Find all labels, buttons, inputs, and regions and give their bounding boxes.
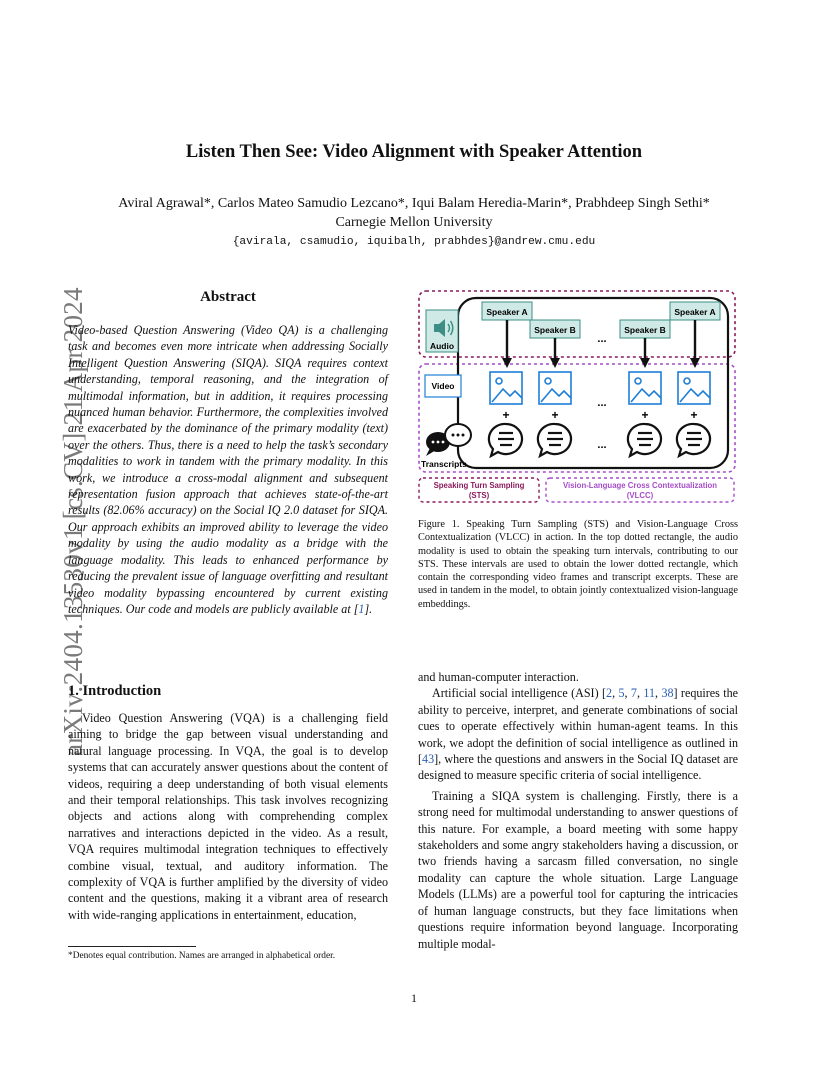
arxiv-id: arXiv:2404.13530v1 [cs.CV] 21 Apr 2024	[58, 287, 88, 756]
section-heading-introduction: 1. Introduction	[68, 683, 162, 699]
citation-separator: ,	[636, 686, 644, 701]
intro-p3: Training a SIQA system is challenging. Firstly, there is a strong need for multimodal understanding to answer questions of this nature. For example, a board meeting with some happy stakeholders and some angry stakeholders having a discussion, or two friends having a sarcasm filled conversation, no single modality can capture the whole situation. Large Language Models (LLMs) are a powerful tool for capturing the intricacies of human language constructs, but they face limitations when questions require information beyond language. Incorporating multiple modal-	[418, 788, 738, 951]
speaker-b-box	[530, 320, 580, 338]
footnote: *Denotes equal contribution. Names are arranged in alphabetical order.	[68, 951, 336, 961]
citation-link[interactable]: 38	[661, 686, 674, 701]
transcripts-label: Transcripts	[421, 459, 467, 469]
intro-continued: and human-computer interaction.	[418, 670, 579, 684]
citation-link[interactable]: 2	[606, 686, 613, 701]
footnote-rule	[68, 946, 196, 947]
authors: Aviral Agrawal*, Carlos Mateo Samudio Lezcano*, Iqui Balam Heredia-Marin*, Prabhdeep Singh Sethi*	[118, 196, 710, 211]
speaker-a-box-2	[670, 302, 720, 320]
citation-link[interactable]: 43	[422, 752, 435, 767]
speech-bubble-icon	[677, 424, 710, 456]
abstract-body	[68, 322, 388, 617]
abstract-text: Video-based Question Answering (Video QA) is a challenging task and becomes even more intricate when addressing Socially Intelligent Question Answering (SIQA). SIQA requires context understanding, temporal reasoning, and the integration of multimodal information, but in addition, it requires processing nuanced human behavior. Furthermore, the complexities involved are exacerbated by the dominance of the primary modality (text) over the others. Thus, there is a need to help the task’s secondary modalities to work in tandem with the primary modality. In this work, we introduce a cross-modal alignment and subsequent representation fusion approach that achieves state-of-the-art results (82.06% accuracy) on the Social IQ 2.0 dataset for SIQA. Our approach exhibits an improved ability to leverage the video modality by using the audio modality as a bridge with the language modality. This leads to enhanced performance by reducing the prevalent issue of language overfitting and resultant video modality bypassing encountered by current existing techniques. Our code and models are publicly available at [	[68, 323, 388, 616]
intro-paragraph	[68, 710, 388, 923]
abstract-text-end: ].	[364, 601, 373, 616]
image-icon	[490, 372, 522, 404]
video-label: Video	[431, 381, 455, 391]
figure-1-diagram	[416, 288, 738, 504]
citation-separator: ,	[624, 686, 631, 701]
plus-sign: +	[641, 408, 649, 422]
citation-link[interactable]: 1	[358, 601, 365, 616]
intro-p2	[418, 685, 738, 783]
timeline-frame	[458, 298, 728, 468]
sts-label: Speaking Turn Sampling	[433, 481, 525, 490]
speaker-b-label: Speaker B	[534, 325, 576, 335]
speaker-a-label-2: Speaker A	[674, 307, 716, 317]
image-icon	[629, 372, 661, 404]
intro-p1: Video Question Answering (VQA) is a challenging field aiming to bridge the gap between visual understanding and natural language processing. In VQA, the goal is to develop systems that can accurately answer questions about the content of videos, requiring a deep understanding of both visual elements and their temporal relationships. This task involves recognizing objects and actions along with comprehending complex narratives and interactions depicted in the video. As a result, VQA requires multimodal integration techniques to effectively combine visual, textual, and auditory information. The complexity of VQA is further amplified by the diversity of video content and the questions, making it a vibrant area of research with wide-ranging applications in entertainment, education,	[68, 711, 388, 922]
plus-sign: +	[502, 408, 510, 422]
speech-bubble-icon	[489, 424, 522, 456]
plus-sign: +	[551, 408, 559, 422]
arxiv-sidebar	[14, 286, 88, 756]
video-icon	[425, 375, 461, 397]
citation-link[interactable]: 7	[630, 686, 637, 701]
p2-text: Artificial social intelligence (ASI) [	[432, 686, 607, 701]
speaker-a-label: Speaker A	[486, 307, 528, 317]
citation-separator: ,	[612, 686, 619, 701]
audio-label: Audio	[429, 341, 455, 351]
citation-link[interactable]: 11	[643, 686, 656, 701]
speech-bubble-icon	[538, 424, 571, 456]
image-icon	[678, 372, 710, 404]
right-column-body	[418, 669, 738, 952]
ellipsis-top: ...	[597, 333, 607, 345]
speaker-b-label-2: Speaker B	[624, 325, 666, 335]
speaker-a-box	[482, 302, 532, 320]
page-number: 1	[411, 991, 417, 1005]
speaker-b-box-2	[620, 320, 670, 338]
affiliation: Carnegie Mellon University	[335, 215, 493, 230]
audio-icon	[426, 310, 458, 352]
vlcc-region	[419, 364, 735, 472]
image-icon	[539, 372, 571, 404]
abstract-heading: Abstract	[200, 289, 256, 305]
emails: {avirala, csamudio, iquibalh, prabhdes}@andrew.cmu.edu	[232, 236, 596, 248]
ellipsis-transcripts: ...	[597, 439, 607, 451]
transcripts-icon	[421, 424, 471, 469]
citation-link[interactable]: 5	[618, 686, 625, 701]
paper-title: Listen Then See: Video Alignment with Speaker Attention	[185, 142, 643, 162]
vlcc-abbr: (VLCC)	[626, 491, 654, 500]
speech-bubble-icon	[628, 424, 661, 456]
p2-text: ] requires the ability to perceive, interpret, and generate combinations of social cues to operate effectively within human-agent teams. In this work, we adopt the definition of social intelligence as outlined in [	[418, 686, 739, 767]
citation-separator: ,	[655, 686, 662, 701]
ellipsis-frames: ...	[597, 397, 607, 409]
sts-abbr: (STS)	[468, 491, 490, 500]
figure-caption: Figure 1. Speaking Turn Sampling (STS) and Vision-Language Cross Contextualization (VLCC) in action. In the top dotted rectangle, the audio modality is used to obtain the speaking turn intervals, contributing to our STS. These intervals are used to obtain the lower dotted rectangle, which contain the corresponding video frames and transcript excerpts. These are used in tandem in the model, to obtain jointly contextualized vision-language embeddings.	[418, 519, 738, 610]
plus-sign: +	[690, 408, 698, 422]
vlcc-label: Vision-Language Cross Contextualization	[562, 481, 718, 490]
p2-text: ], where the questions and answers in the Social IQ dataset are designed to measure specific criteria of social intelligence.	[418, 752, 738, 783]
